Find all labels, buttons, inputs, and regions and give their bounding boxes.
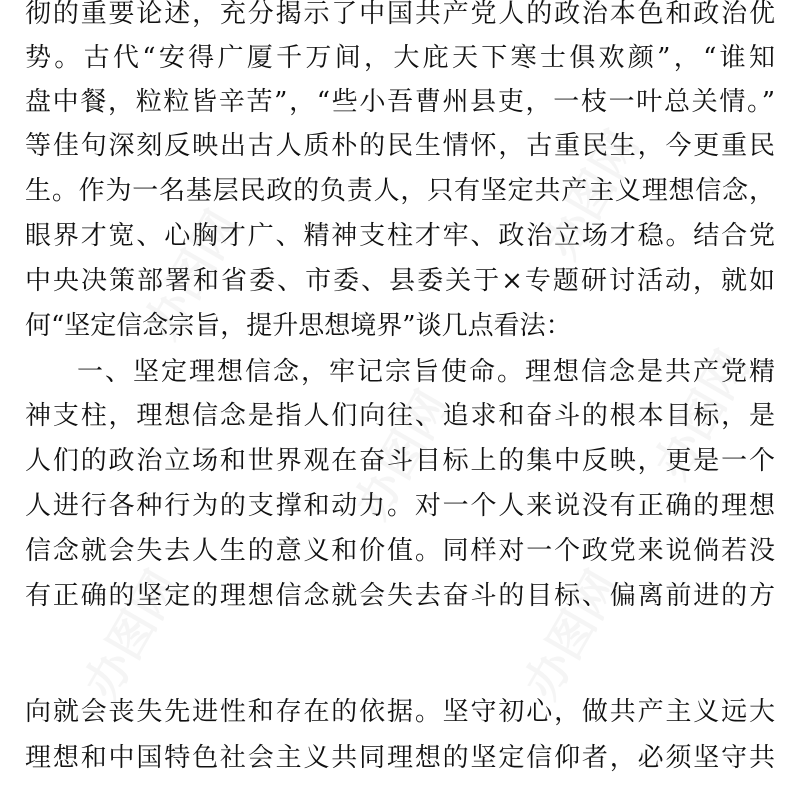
text-line-16: 理想和中国特色社会主义共同理想的坚定信仰者，必须坚守共 [25, 743, 775, 773]
text-line-7: 中央决策部署和省委、市委、县委关于×专题研讨活动，就如 [25, 266, 775, 296]
text-line-11: 人们的政治立场和世界观在奋斗目标上的集中反映，更是一个 [25, 446, 775, 476]
text-line-1: 彻的重要论述，充分揭示了中国共产党人的政治本色和政治优 [25, 0, 775, 29]
text-line-15: 向就会丧失先进性和存在的依据。坚守初心，做共产主义远大 [25, 697, 775, 727]
watermark-text: 办图网 [513, 561, 630, 708]
text-line-10: 神支柱，理想信念是指人们向往、追求和奋斗的根本目标，是 [25, 401, 775, 431]
watermark-text: 办图网 [643, 341, 760, 488]
watermark-text: 办图网 [343, 381, 460, 528]
text-line-2: 势。古代“安得广厦千万间，大庇天下寒士俱欢颜”，“谁知 [25, 43, 775, 73]
text-line-9: 一、坚定理想信念，牢记宗旨使命。理想信念是共产党精 [77, 357, 775, 387]
watermark-text: 办图网 [533, 121, 650, 268]
text-line-14: 有正确的坚定的理想信念就会失去奋斗的目标、偏离前进的方 [25, 581, 775, 611]
text-line-6: 眼界才宽、心胸才广、精神支柱才牢、政治立场才稳。结合党 [25, 221, 775, 251]
text-line-13: 信念就会失去人生的意义和价值。同样对一个政党来说倘若没 [25, 536, 775, 566]
text-line-12: 人进行各种行为的支撑和动力。对一个人来说没有正确的理想 [25, 491, 775, 521]
watermark-text: 办图网 [73, 561, 190, 708]
watermark-text: 办图网 [133, 201, 250, 348]
text-line-5: 生。作为一名基层民政的负责人，只有坚定共产主义理想信念， [25, 176, 775, 206]
text-line-3: 盘中餐，粒粒皆辛苦”，“些小吾曹州县吏，一枝一叶总关情。” [25, 87, 775, 117]
text-line-8: 何“坚定信念宗旨，提升思想境界”谈几点看法： [25, 311, 572, 341]
text-line-4: 等佳句深刻反映出古人质朴的民生情怀，古重民生，今更重民 [25, 131, 775, 161]
